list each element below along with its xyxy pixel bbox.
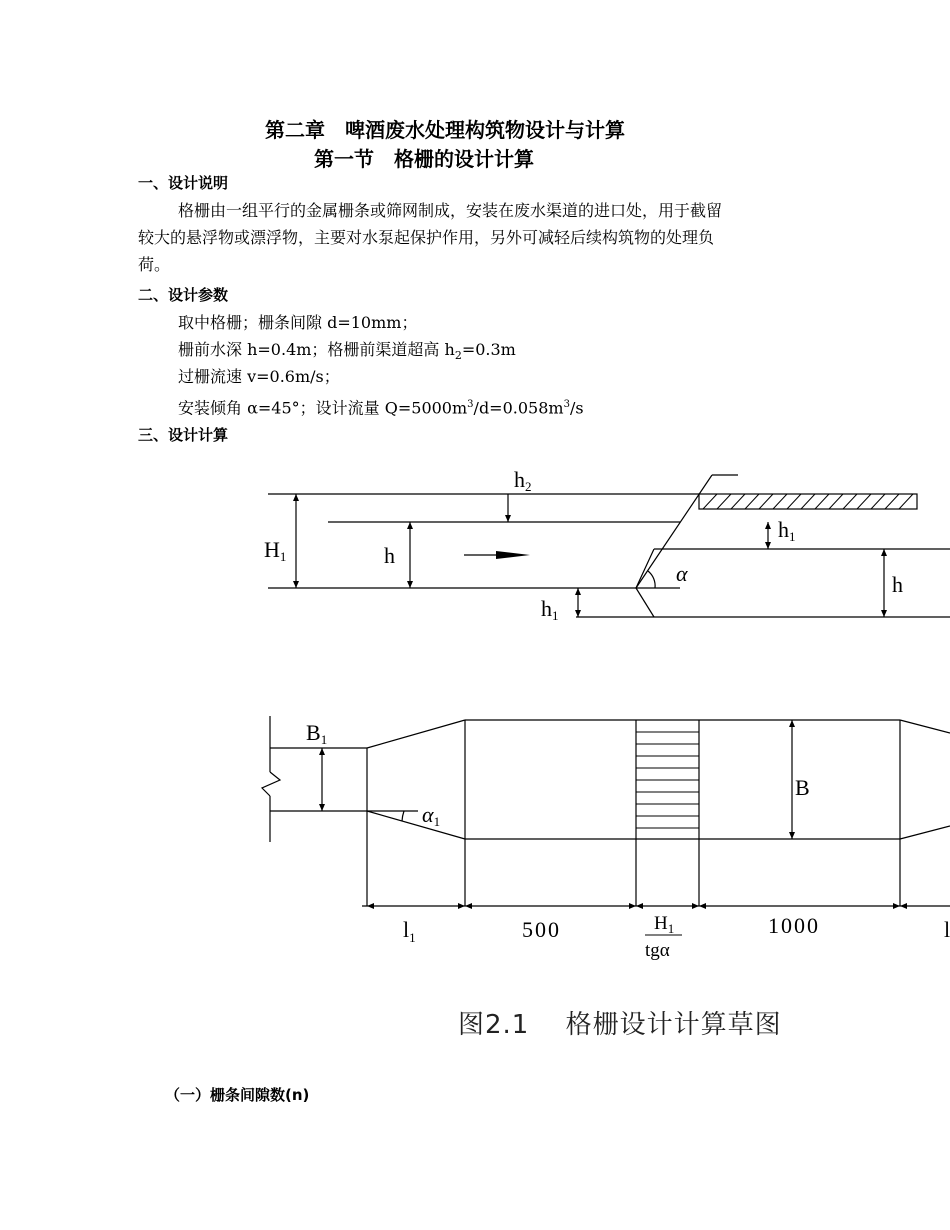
param-line-3: 过栅流速 v=0.6m/s； [178,367,340,386]
grating-incline [636,475,712,588]
param-line-4: 安装倾角 α=45°；设计流量 $Q=5000m^3/d=0.058m^3/s$ [178,398,584,418]
chapter-title: 第二章 啤酒废水处理构筑物设计与计算 [265,118,625,142]
description-line-1: 格栅由一组平行的金属栅条或筛网制成，安装在废水渠道的进口处，用于截留 [178,201,723,220]
label-B: B [795,775,810,800]
figure-caption: 图2.1 格栅设计计算草图 [458,1010,782,1040]
heading-design-params: 二、设计参数 [138,286,229,304]
label-alpha: α [676,561,688,586]
flow-arrow [496,551,530,559]
label-h-right: h [892,572,903,597]
label-alpha1: α1 [422,802,441,829]
param-line-2: 栅前水深 h=0.4m；格栅前渠道超高 $h_2=0.3m$ [178,340,516,363]
section-title: 第一节 格栅的设计计算 [314,147,534,171]
dim-frac-top: $H_1$ [654,913,675,936]
dim-frac-bottom: tgα [645,940,670,961]
label-h: h [384,543,395,568]
heading-design-calc: 三、设计计算 [138,426,229,444]
description-line-3: 荷。 [138,255,171,274]
label-h2: h2 [514,467,532,494]
param-line-1: 取中格栅；栅条间隙 d=10mm； [178,313,418,332]
label-h1-left: h1 [541,596,559,623]
dim-500: 500 [522,917,561,942]
label-B1: B1 [306,720,328,747]
heading-design-description: 一、设计说明 [138,174,229,192]
dim-l1: $l_1$ [403,917,416,945]
dim-l2: l [944,917,950,942]
dim-1000: 1000 [768,913,820,938]
description-line-2: 较大的悬浮物或漂浮物，主要对水泵起保护作用，另外可减轻后续构筑物的处理负 [138,228,715,247]
label-h1-right: h1 [778,517,796,544]
label-H1: H1 [264,537,287,564]
subsection-title: （一）栅条间隙数(n) [165,1086,310,1104]
